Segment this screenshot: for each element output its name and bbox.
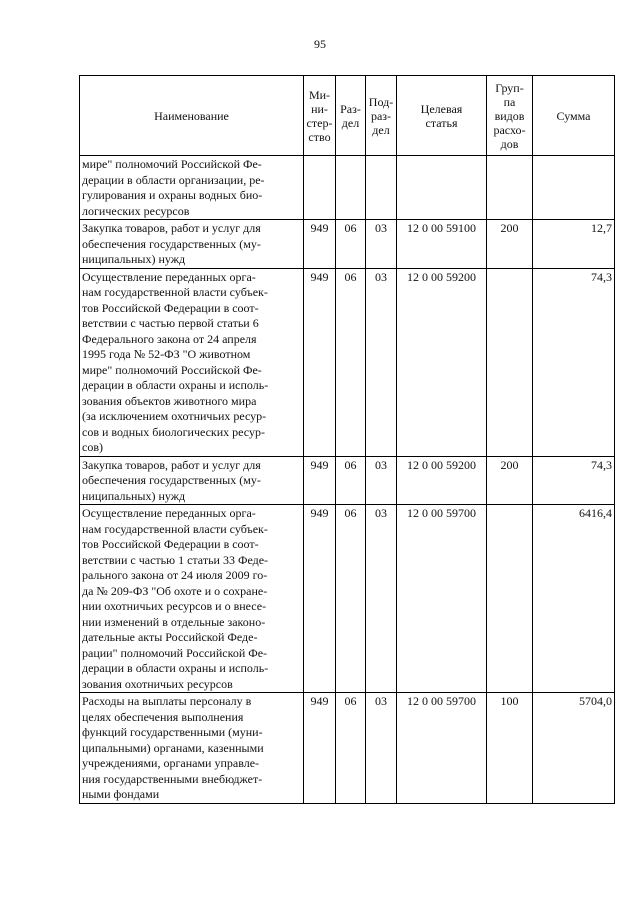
- header-ministry-line: Ми-: [308, 87, 331, 102]
- cell-name-line: дерации в области охраны и исполь-: [82, 661, 269, 675]
- page-number: 95: [314, 37, 326, 51]
- cell-ministry: 949: [304, 220, 336, 269]
- cell-subsection: 03: [366, 505, 397, 693]
- cell-name-line: Осуществление переданных орга-: [82, 506, 256, 520]
- header-ministry-line: стер-: [306, 115, 333, 130]
- cell-name: [80, 456, 304, 505]
- header-target-line: Целевая: [420, 101, 463, 116]
- cell-name-line: сов и водных биологических ресур-: [82, 424, 265, 439]
- cell-name-line: мире" полномочий Российской Фе-: [82, 362, 262, 377]
- cell-name-line: ниципальных) нужд: [82, 488, 186, 503]
- cell-sum: 12,7: [533, 220, 615, 269]
- cell-group: [487, 268, 533, 456]
- cell-subsection: [366, 156, 397, 220]
- header-target-line: статья: [425, 115, 458, 130]
- cell-name-line: тов Российской Федерации в соот-: [82, 537, 259, 551]
- cell-name-line: ными фондами: [82, 787, 160, 801]
- cell-sum: 74,3: [533, 456, 615, 505]
- cell-section: 06: [336, 693, 366, 804]
- cell-name-line: дательные акты Российской Феде-: [82, 630, 258, 644]
- cell-section: 06: [336, 268, 366, 456]
- cell-name-line: мире" полномочий Российской Фе-: [82, 157, 262, 171]
- cell-subsection: 03: [366, 220, 397, 269]
- cell-target: 12 0 00 59700: [397, 693, 487, 804]
- cell-sum: 74,3: [533, 268, 615, 456]
- cell-name-line: дерации в области организации, ре-: [82, 172, 265, 187]
- table-row: [80, 268, 615, 456]
- cell-target: [397, 156, 487, 220]
- cell-target: 12 0 00 59200: [397, 456, 487, 505]
- cell-section: 06: [336, 456, 366, 505]
- table-row: [80, 456, 615, 505]
- cell-name-line: нам государственной власти субъек-: [82, 285, 268, 299]
- cell-sum: [533, 156, 615, 220]
- cell-target: 12 0 00 59700: [397, 505, 487, 693]
- header-group-line: расхо-: [493, 122, 526, 137]
- cell-name-line: ниципальных) нужд: [82, 252, 186, 266]
- cell-name-line: гулирования и охраны водных био-: [82, 188, 263, 202]
- cell-ministry: [304, 156, 336, 220]
- cell-sum: 5704,0: [533, 693, 615, 804]
- header-subsection-line: Под-: [368, 94, 394, 109]
- cell-name-line: обеспечения государственных (му-: [82, 473, 261, 487]
- header-sum: Сумма: [533, 76, 615, 156]
- cell-group: 200: [487, 220, 533, 269]
- header-ministry-line: ство: [308, 129, 331, 144]
- cell-name: [80, 156, 304, 220]
- budget-table: [79, 75, 615, 804]
- table-row: [80, 693, 615, 804]
- cell-name-line: учреждениями, органами управле-: [82, 756, 260, 770]
- cell-ministry: 949: [304, 693, 336, 804]
- header-subsection-line: дел: [372, 122, 390, 137]
- cell-name: [80, 220, 304, 269]
- cell-name-line: целях обеспечения выполнения: [82, 709, 244, 724]
- cell-target: 12 0 00 59200: [397, 268, 487, 456]
- header-section-line: Раз-: [340, 101, 361, 116]
- cell-name-line: ветствии с частью 1 статьи 33 Феде-: [82, 552, 269, 567]
- header-row: [80, 76, 615, 156]
- table-row: [80, 156, 615, 220]
- cell-name-line: Осуществление переданных орга-: [82, 269, 256, 284]
- cell-name-line: тов Российской Федерации в соот-: [82, 300, 259, 315]
- cell-subsection: 03: [366, 268, 397, 456]
- table-row: [80, 505, 615, 693]
- header-subsection-line: раз-: [370, 108, 392, 123]
- cell-name-line: Федерального закона от 24 апреля: [82, 331, 257, 346]
- cell-name-line: зования объектов животного мира: [82, 393, 257, 408]
- cell-name-line: 1995 года № 52-ФЗ "О животном: [82, 347, 251, 361]
- cell-name-line: логических ресурсов: [82, 203, 190, 218]
- header-group-line: дов: [500, 136, 519, 151]
- cell-name-line: рального закона от 24 июля 2009 го-: [82, 568, 268, 582]
- header-name: Наименование: [80, 76, 304, 156]
- cell-name-line: нии изменений в отдельные законо-: [82, 614, 266, 629]
- header-section: [336, 76, 366, 156]
- cell-section: [336, 156, 366, 220]
- cell-name-line: зования охотничьих ресурсов: [82, 676, 233, 691]
- header-ministry: [304, 76, 336, 156]
- cell-sum: 6416,4: [533, 505, 615, 693]
- cell-section: 06: [336, 505, 366, 693]
- cell-ministry: 949: [304, 505, 336, 693]
- header-subsection: [366, 76, 397, 156]
- cell-name-line: (за исключением охотничьих ресур-: [82, 409, 267, 423]
- header-group: [487, 76, 533, 156]
- cell-name-line: рации" полномочий Российской Фе-: [82, 645, 268, 660]
- cell-section: 06: [336, 220, 366, 269]
- table-row: [80, 220, 615, 269]
- cell-name-line: дерации в области охраны и исполь-: [82, 378, 269, 392]
- table-body: [80, 156, 615, 804]
- cell-subsection: 03: [366, 693, 397, 804]
- cell-group: [487, 156, 533, 220]
- cell-name-line: Закупка товаров, работ и услуг для: [82, 457, 261, 472]
- cell-target: 12 0 00 59100: [397, 220, 487, 269]
- cell-subsection: 03: [366, 456, 397, 505]
- header-group-line: па: [503, 94, 516, 109]
- cell-name: [80, 505, 304, 693]
- cell-name-line: нам государственной власти субъек-: [82, 521, 268, 536]
- cell-name-line: Расходы на выплаты персоналу в: [82, 694, 252, 708]
- cell-group: 100: [487, 693, 533, 804]
- cell-name-line: функций государственными (муни-: [82, 725, 263, 739]
- cell-name-line: нии охотничьих ресурсов и о внесе-: [82, 599, 267, 613]
- cell-name-line: Закупка товаров, работ и услуг для: [82, 221, 261, 235]
- cell-group: [487, 505, 533, 693]
- header-target: [397, 76, 487, 156]
- header-section-line: дел: [341, 115, 360, 130]
- header-ministry-line: ни-: [311, 101, 328, 116]
- cell-name-line: да № 209-ФЗ "Об охоте и о сохране-: [82, 583, 268, 598]
- cell-name-line: сов): [82, 440, 103, 454]
- cell-name: [80, 693, 304, 804]
- cell-group: 200: [487, 456, 533, 505]
- header-group-line: видов: [494, 108, 525, 123]
- cell-ministry: 949: [304, 456, 336, 505]
- cell-name: [80, 268, 304, 456]
- cell-ministry: 949: [304, 268, 336, 456]
- cell-name-line: ветствии с частью первой статьи 6: [82, 316, 259, 330]
- cell-name-line: обеспечения государственных (му-: [82, 236, 261, 251]
- cell-name-line: ципальными) органами, казенными: [82, 740, 264, 755]
- header-group-line: Груп-: [495, 80, 524, 95]
- cell-name-line: ния государственными внебюджет-: [82, 771, 263, 786]
